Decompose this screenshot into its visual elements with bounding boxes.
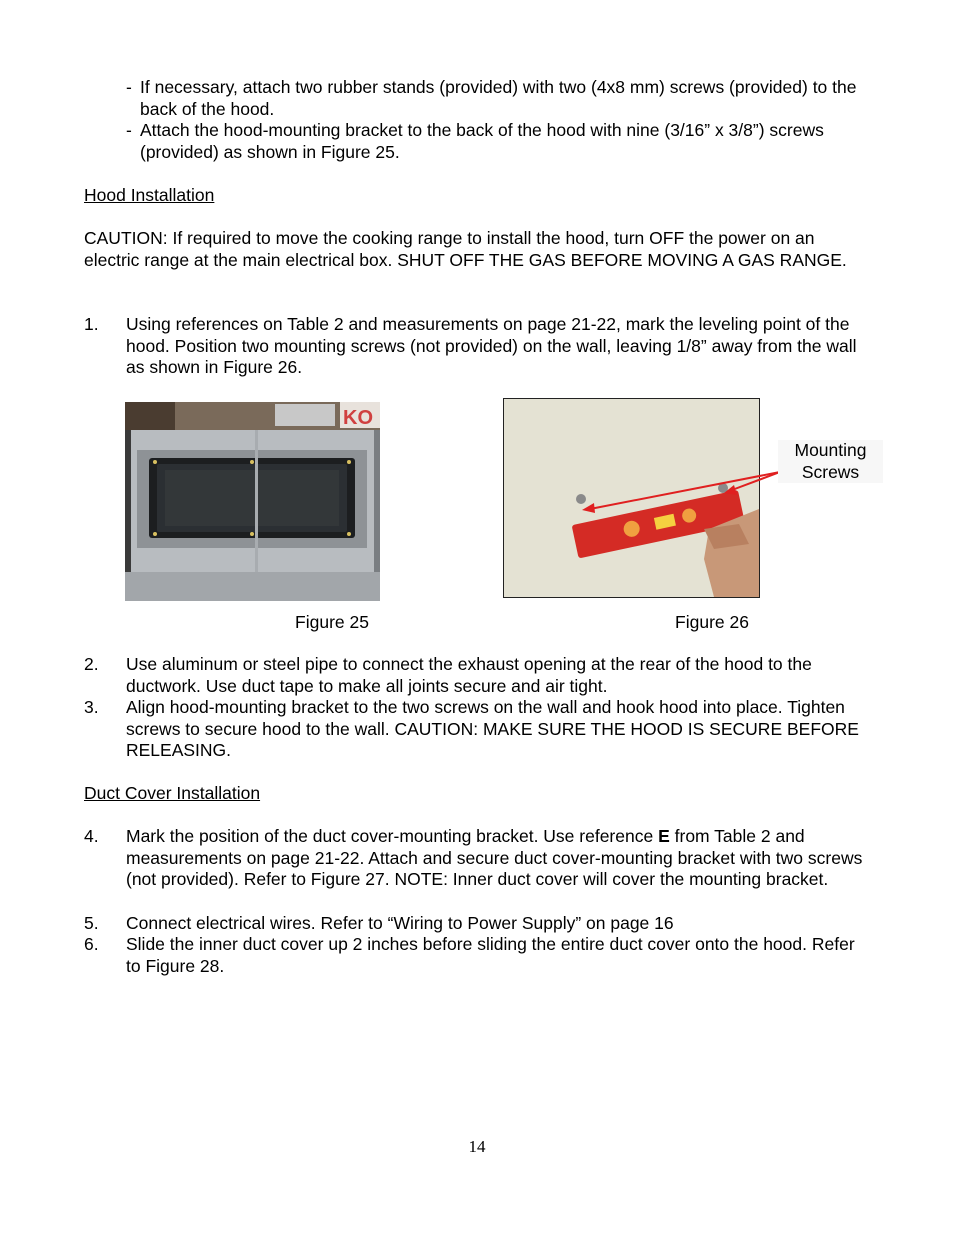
step-5 — [84, 913, 874, 935]
mounting-screws-label: Mounting Screws — [778, 440, 883, 483]
figure-25-caption: Figure 25 — [295, 612, 369, 632]
step-text — [126, 826, 874, 891]
step-text: Align hood-mounting bracket to the two screws on the wall and hook hood into place. Tighten screws to secure hood to the wall. CAUTION: MAKE SURE THE HOOD IS SECURE BEFORE RELEASING. — [126, 697, 859, 760]
mounting-screws-arrows — [560, 450, 790, 520]
bullet-dash: - — [126, 77, 132, 97]
duct-cover-heading: Duct Cover Installation — [84, 783, 261, 803]
step-text: Using references on Table 2 and measurements on page 21-22, mark the leveling point of the hood. Position two mounting screws (not provided) on the wall, leaving 1/8” away from the wall as shown in Figure 26. — [126, 314, 857, 377]
page-number: 14 — [468, 1137, 486, 1156]
figure-26-caption: Figure 26 — [675, 612, 749, 632]
step-3 — [84, 697, 874, 762]
bullet-dash: - — [126, 120, 132, 140]
bullet-text: Attach the hood-mounting bracket to the back of the hood with nine (3/16” x 3/8”) screws (provided) as shown in Figure 25. — [140, 120, 824, 162]
bullet-text: If necessary, attach two rubber stands (provided) with two (4x8 mm) screws (provided) to the back of the hood. — [140, 77, 857, 119]
step-number: 1. — [84, 314, 99, 334]
step-text-part: Mark the position of the duct cover-mounting bracket. Use reference — [126, 826, 659, 846]
step-number: 5. — [84, 913, 99, 933]
step-text-part: from Table 2 and measurements on page 21-22. Attach and secure duct cover-mounting bracket with two screws (not provided). Refer to Figure 27. NOTE: Inner duct cover will cover the mounting bracket. — [126, 826, 863, 889]
step-number: 4. — [84, 826, 99, 846]
step-6 — [84, 934, 874, 977]
step-text: Connect electrical wires. Refer to “Wiring to Power Supply” on page 16 — [126, 913, 674, 933]
step-number: 3. — [84, 697, 99, 717]
caution-paragraph: CAUTION: If required to move the cooking range to install the hood, turn OFF the power on an electric range at the main electrical box. SHUT OFF THE GAS BEFORE MOVING A GAS RANGE. — [84, 228, 847, 270]
figure-25-photo — [125, 402, 380, 601]
hood-installation-heading: Hood Installation — [84, 185, 215, 205]
step-text: Use aluminum or steel pipe to connect the exhaust opening at the rear of the hood to the ductwork. Use duct tape to make all joints secure and air tight. — [126, 654, 812, 696]
fig25-logo-text: KO — [343, 407, 373, 429]
reference-letter: E — [658, 826, 670, 846]
step-4 — [84, 826, 874, 891]
step-text: Slide the inner duct cover up 2 inches before sliding the entire duct cover onto the hood. Refer to Figure 28. — [126, 934, 855, 976]
step-number: 6. — [84, 934, 99, 954]
hood-back-illustration — [125, 402, 380, 601]
step-2 — [84, 654, 874, 697]
step-number: 2. — [84, 654, 99, 674]
step-1 — [84, 314, 874, 379]
intro-bullet-1 — [126, 77, 866, 120]
intro-bullet-2 — [126, 120, 866, 163]
